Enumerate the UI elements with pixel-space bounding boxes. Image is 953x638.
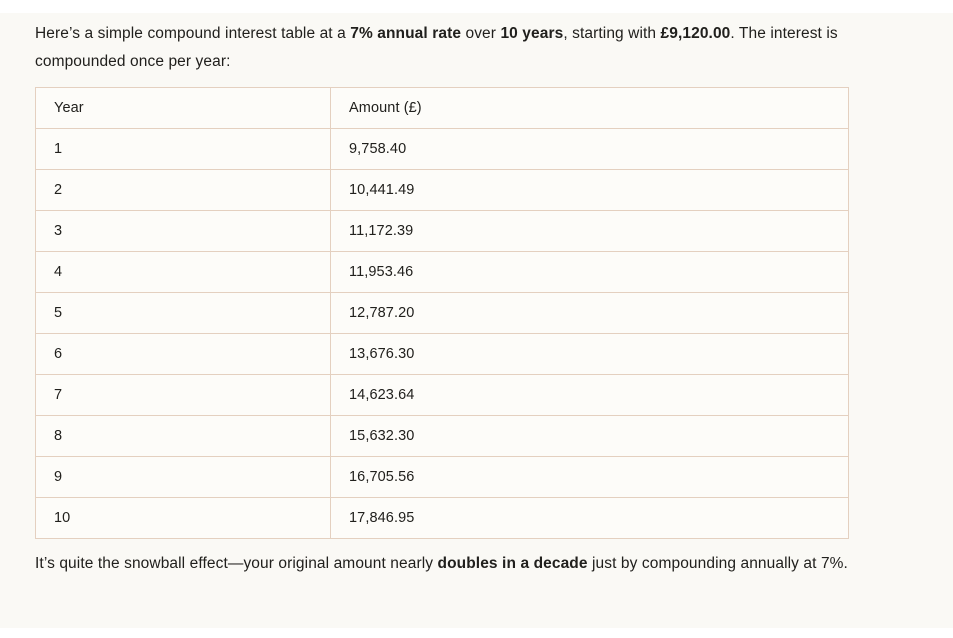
amount-cell: 13,676.30 (331, 334, 849, 375)
year-cell: 6 (36, 334, 331, 375)
year-cell: 2 (36, 170, 331, 211)
text-segment: Here’s a simple compound interest table at a (35, 25, 351, 42)
year-cell: 5 (36, 293, 331, 334)
bold-text-segment: 10 years (500, 25, 564, 42)
text-segment: just by compounding annually at 7%. (587, 555, 848, 572)
year-cell: 9 (36, 457, 331, 498)
table-row (36, 334, 849, 375)
amount-cell: 17,846.95 (331, 498, 849, 539)
table-row (36, 129, 849, 170)
text-segment: It’s quite the snowball effect—your original amount nearly (35, 555, 438, 572)
amount-cell: 15,632.30 (331, 416, 849, 457)
amount-column-header: Amount (£) (331, 88, 849, 129)
year-cell: 10 (36, 498, 331, 539)
table-row (36, 252, 849, 293)
table-row (36, 170, 849, 211)
text-segment: over (461, 25, 501, 42)
document-content (35, 13, 849, 578)
amount-cell: 9,758.40 (331, 129, 849, 170)
amount-cell: 12,787.20 (331, 293, 849, 334)
bold-text-segment: 7% annual rate (350, 25, 462, 42)
intro-paragraph (35, 13, 849, 76)
amount-cell: 11,172.39 (331, 211, 849, 252)
table-header-row (36, 88, 849, 129)
outro-paragraph (35, 539, 849, 578)
year-cell: 7 (36, 375, 331, 416)
year-column-header: Year (36, 88, 331, 129)
amount-cell: 16,705.56 (331, 457, 849, 498)
table-row (36, 211, 849, 252)
year-cell: 4 (36, 252, 331, 293)
table-row (36, 293, 849, 334)
year-cell: 8 (36, 416, 331, 457)
bold-text-segment: doubles in a decade (437, 555, 588, 572)
year-cell: 1 (36, 129, 331, 170)
amount-cell: 14,623.64 (331, 375, 849, 416)
compound-interest-table (35, 87, 849, 539)
amount-cell: 10,441.49 (331, 170, 849, 211)
table-row (36, 416, 849, 457)
table-row (36, 375, 849, 416)
table-row (36, 457, 849, 498)
text-segment: . The interest is compounded once per year: (35, 25, 838, 70)
text-segment: , starting with (563, 25, 661, 42)
amount-cell: 11,953.46 (331, 252, 849, 293)
year-cell: 3 (36, 211, 331, 252)
table-row (36, 498, 849, 539)
bold-text-segment: £9,120.00 (660, 25, 731, 42)
